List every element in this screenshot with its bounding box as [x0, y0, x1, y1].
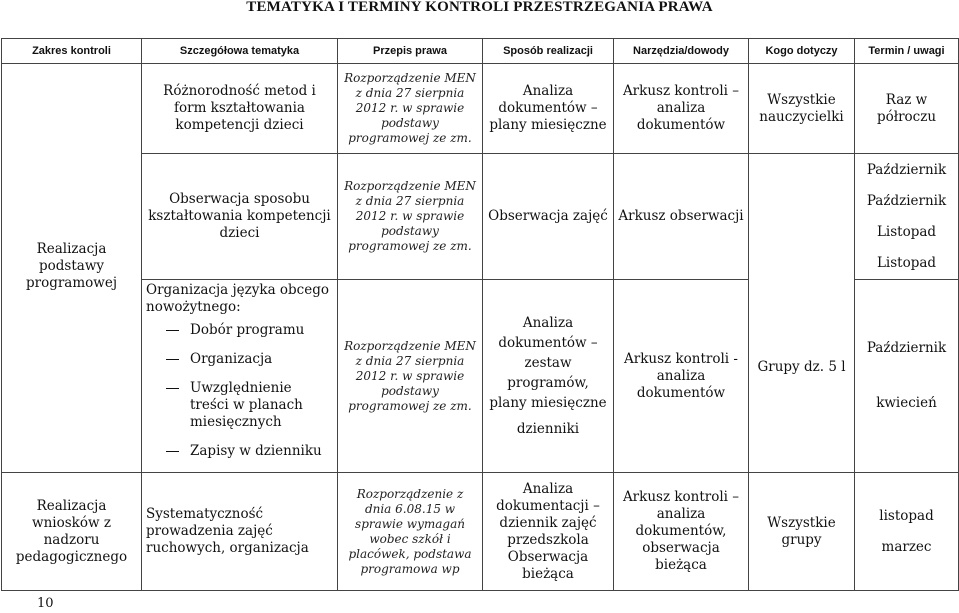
header-cell: Przepis prawa — [338, 39, 483, 64]
control-table — [1, 38, 959, 591]
topic-cell: Systematyczność prowadzenia zajęć ruchowych, organizacja — [142, 473, 338, 591]
page-number: 10 — [37, 596, 54, 611]
topic-cell: Różnorodność metod i form kształtowania kompetencji dzieci — [142, 64, 338, 154]
tools-cell: Arkusz kontroli – analiza dokumentów, obserwacja bieżąca — [614, 473, 749, 591]
header-cell: Szczegółowa tematyka — [142, 39, 338, 64]
tools-cell: Arkusz kontroli - analiza dokumentów — [614, 280, 749, 473]
header-cell: Kogo dotyczy — [749, 39, 855, 64]
who-cell — [749, 154, 855, 473]
term-value: Październik — [866, 161, 947, 178]
law-cell: Rozporządzenie MEN z dnia 27 sierpnia 2012 r. w sprawie podstawy programowej ze zm. — [338, 64, 483, 154]
term-cell — [855, 154, 959, 280]
table-row — [2, 64, 959, 154]
header-cell: Zakres kontroli — [2, 39, 142, 64]
tools-cell: Arkusz kontroli – analiza dokumentów — [614, 64, 749, 154]
law-cell: Rozporządzenie MEN z dnia 27 sierpnia 2012 r. w sprawie podstawy programowej ze zm. — [338, 280, 483, 473]
term-value: kwiecień — [876, 395, 937, 411]
method-cell: Obserwacja zajęć — [483, 154, 614, 280]
scope-cell — [2, 64, 142, 154]
law-cell: Rozporządzenie MEN z dnia 27 sierpnia 2012 r. w sprawie podstawy programowej ze zm. — [338, 154, 483, 280]
topic-cell — [142, 280, 338, 473]
method-cell — [483, 280, 614, 473]
method-cell: Analiza dokumentów – plany miesięczne — [483, 64, 614, 154]
header-cell: Narzędzia/dowody — [614, 39, 749, 64]
topic-list — [146, 322, 333, 460]
who-cell: Wszystkie nauczycielki — [749, 64, 855, 154]
law-cell: Rozporządzenie z dnia 6.08.15 w sprawie wymagań wobec szkół i placówek, podstawa programowa wp — [338, 473, 483, 591]
term-cell: Raz w półroczu — [855, 64, 959, 154]
term-value: Listopad — [876, 223, 937, 240]
tools-cell: Arkusz obserwacji — [614, 154, 749, 280]
who-cell: Wszystkie grupy — [749, 473, 855, 591]
term-value: marzec — [881, 538, 932, 555]
term-cell — [855, 473, 959, 591]
method-text: Analiza dokumentów – zestaw programów, plany miesięczne — [489, 315, 607, 411]
header-cell: Termin / uwagi — [855, 39, 959, 64]
term-value: Październik — [866, 340, 947, 356]
term-value: Październik — [866, 192, 947, 209]
who-text: Grupy dz. 5 l — [757, 359, 846, 375]
topic-intro: Organizacja języka obcego nowożytnego: — [146, 282, 329, 315]
list-item: Organizacja — [146, 351, 333, 368]
term-value: Listopad — [876, 254, 937, 271]
header-row — [2, 39, 959, 64]
method-cell: Analiza dokumentacji – dziennik zajęć przedszkola Obserwacja bieżąca — [483, 473, 614, 591]
table-row — [2, 473, 959, 591]
term-cell — [855, 280, 959, 473]
topic-cell: Obserwacja sposobu kształtowania kompetencji dzieci — [142, 154, 338, 280]
page-title: TEMATYKA I TERMINY KONTROLI PRZESTRZEGANIA PRAWA — [246, 0, 713, 15]
table-row — [2, 154, 959, 280]
scope-cell: Realizacja wniosków z nadzoru pedagogicznego — [2, 473, 142, 591]
list-item: Zapisy w dzienniku — [146, 443, 333, 460]
term-value: listopad — [879, 507, 934, 524]
list-item: Uwzględnienie treści w planach miesięcznych — [146, 380, 333, 431]
scope-cell: Realizacja podstawy programowej — [2, 154, 142, 473]
list-item: Dobór programu — [146, 322, 333, 339]
header-cell: Sposób realizacji — [483, 39, 614, 64]
method-text-2: dzienniki — [516, 421, 580, 437]
